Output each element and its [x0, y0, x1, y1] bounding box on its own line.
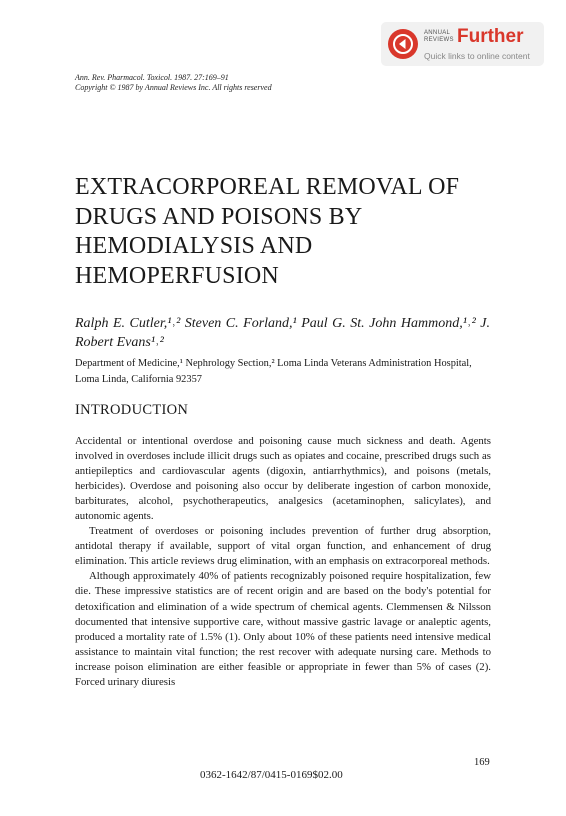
paragraph-1: Accidental or intentional overdose and poisoning cause much sickness and death. Agents involved in overdoses include illicit drugs such as opiates and cocaine, prescribed drugs such as antiepileptics and cardiovascular agents (digoxin, antiarrhythmics), and poisons (metals, herbicides). Overdose and poisoning also occur by deliberate ingestion of carbon monoxide, barbiturates, alcohol, psychotherapeutics, analgesics (acetaminophen, salicylates), and autonomic agents.: [75, 435, 491, 523]
badge-subtitle: Quick links to online content: [424, 51, 530, 61]
article-title: [75, 173, 475, 291]
author-affiliation: Department of Medicine,¹ Nephrology Section,² Loma Linda Veterans Administration Hospital, Loma Linda, California 92357: [75, 358, 472, 385]
author-list: Ralph E. Cutler,¹˒² Steven C. Forland,¹ Paul G. St. John Hammond,¹˒² J. Robert Evans¹˒²: [75, 316, 490, 350]
citation-line-1: Ann. Rev. Pharmacol. Toxicol. 1987. 27:169–91: [75, 73, 229, 82]
citation-line-2: Copyright © 1987 by Annual Reviews Inc. All rights reserved: [75, 83, 272, 92]
title-line-4: HEMOPERFUSION: [75, 262, 279, 289]
title-line-2: DRUGS AND POISONS BY: [75, 203, 363, 230]
title-line-1: EXTRACORPOREAL REMOVAL OF: [75, 174, 460, 200]
badge-further-label: Further: [457, 26, 524, 47]
footer-publication-code: 0362-1642/87/0415-0169$02.00: [200, 769, 343, 781]
paragraph-2: Treatment of overdoses or poisoning includes prevention of further drug absorption, antidotal therapy if available, support of vital organ function, and enhancement of drug elimination. This article reviews drug elimination, with an emphasis on extracorporeal methods.: [75, 525, 491, 568]
badge-publisher-name: ANNUAL REVIEWS: [424, 30, 454, 43]
section-heading-introduction: INTRODUCTION: [75, 402, 189, 418]
journal-citation: [75, 73, 272, 93]
arrow-left-icon: [388, 29, 418, 59]
article-body: [75, 434, 491, 690]
title-line-3: HEMODIALYSIS AND: [75, 233, 313, 259]
annual-reviews-further-badge[interactable]: [381, 22, 544, 66]
page-number: 169: [474, 757, 490, 768]
paragraph-3: Although approximately 40% of patients recognizably poisoned require hospitalization, few die. These impressive statistics are of recent origin and are based on the body's potential for detoxification and elimination of a wide spectrum of chemical agents. Clemmensen & Nilsson documented that intensive supportive care, without massive gastric lavage or analeptic agents, produced a mortality rate of 1.5% (1). Only about 10% of these patients need intensive medical assistance to maintain vital function; the rest recover with adequate nursing care. Methods to increase poison elimination are either feasible or appropriate in fewer than 5% of cases (2). Forced urinary diuresis: [75, 570, 491, 688]
